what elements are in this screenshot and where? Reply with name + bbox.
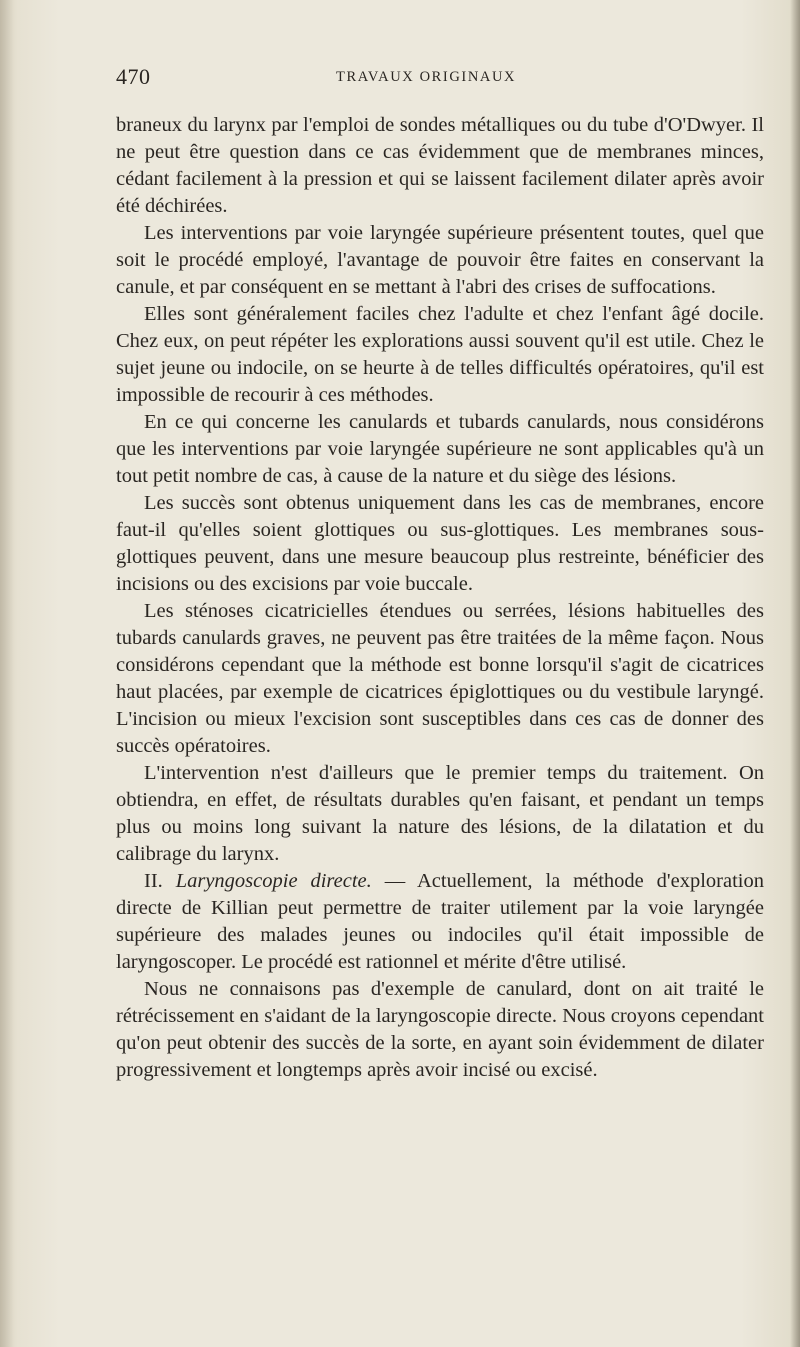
page-right-shadow <box>790 0 800 1347</box>
running-head: TRAVAUX ORIGINAUX <box>336 69 517 85</box>
paragraph-3: Elles sont généralement faciles chez l'adulte et chez l'enfant âgé docile. Chez eux, on peut répéter les explorations aussi souvent qu'il est utile. Chez le sujet jeune ou indocile, on se heurte à de telles difficultés opératoires, qu'il est impossible de recourir à ces méthodes. <box>116 303 764 406</box>
paragraph-9: Nous ne connaisons pas d'exemple de canulard, dont on ait traité le rétrécissement en s'aidant de la laryngoscopie directe. Nous croyons cependant qu'on peut obtenir des succès de la sorte, en ayant soin évidemment de dilater progressivement et longtemps après avoir incisé ou excisé. <box>116 978 764 1081</box>
page-left-shadow <box>0 0 14 1347</box>
page-number: 470 <box>116 64 151 89</box>
paragraph-6: Les sténoses cicatricielles étendues ou serrées, lésions habituelles des tubards canulards graves, ne peuvent pas être traitées de la même façon. Nous considérons cependant que la méthode est bonne lorsqu'il s'agit de cicatrices haut placées, par exemple de cicatrices épiglottiques ou du vestibule laryngé. L'incision ou mieux l'excision sont susceptibles dans ces cas de donner des succès opératoires. <box>116 600 764 757</box>
paragraph-8-text: — Actuellement, la méthode d'exploration directe de Killian peut permettre de traiter utilement par la voie laryngée supérieure des malades jeunes ou indociles qu'il était impossible de laryngoscoper. Le procédé est rationnel et mérite d'être utilisé. <box>116 870 764 973</box>
paragraph-7: L'intervention n'est d'ailleurs que le premier temps du traitement. On obtiendra, en effet, de résultats durables qu'en faisant, et pendant un temps plus ou moins long suivant la nature des lésions, de la dilatation et du calibrage du larynx. <box>116 762 764 865</box>
paragraph-4: En ce qui concerne les canulards et tubards canulards, nous considérons que les interventions par voie laryngée supérieure ne sont applicables qu'à un tout petit nombre de cas, à cause de la nature et du siège des lésions. <box>116 411 764 487</box>
section-title: Laryngoscopie directe. <box>175 870 372 892</box>
body-text <box>116 112 764 1084</box>
paragraph-8 <box>116 868 764 976</box>
paragraph-2: Les interventions par voie laryngée supérieure présentent toutes, quel que soit le procédé employé, l'avantage de pouvoir être faites en conservant la canule, et par conséquent en se mettant à l'abri des crises de suffocations. <box>116 222 764 298</box>
page-header <box>116 64 764 94</box>
paragraph-1: braneux du larynx par l'emploi de sondes métalliques ou du tube d'O'Dwyer. Il ne peut être question dans ce cas évidemment que de membranes minces, cédant facilement à la pression et qui se laissent facilement dilater après avoir été déchirées. <box>116 114 764 217</box>
section-numeral: II. <box>144 870 163 892</box>
paragraph-5: Les succès sont obtenus uniquement dans les cas de membranes, encore faut-il qu'elles soient glottiques ou sus-glottiques. Les membranes sous-glottiques peuvent, dans une mesure beaucoup plus restreinte, bénéficier des incisions ou des excisions par voie buccale. <box>116 492 764 595</box>
